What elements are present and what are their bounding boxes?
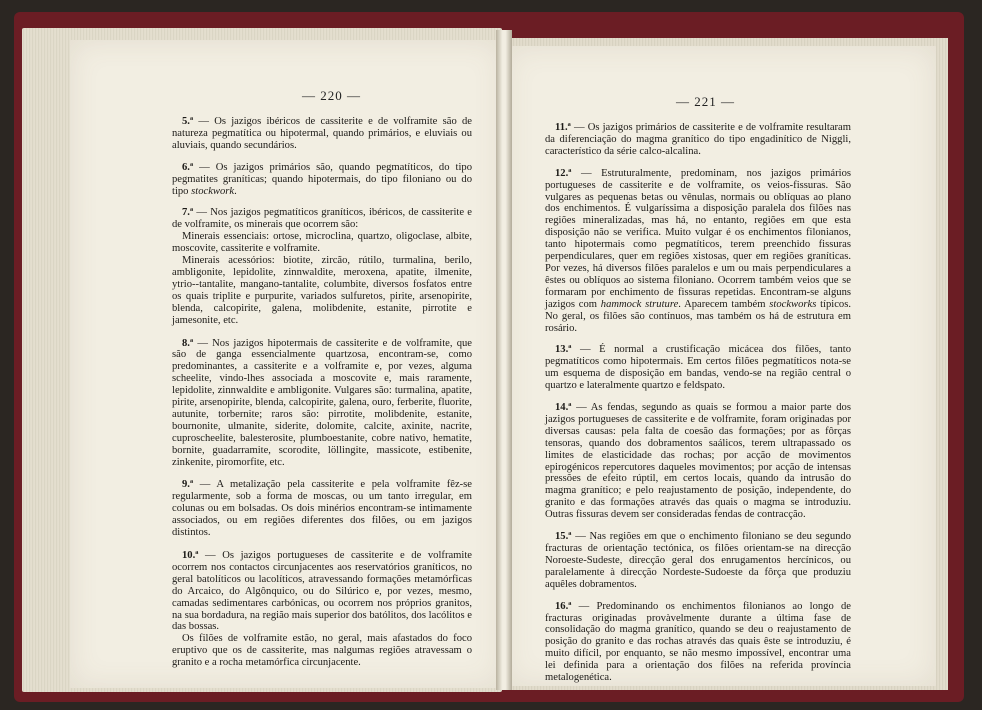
page-number: — 220 — [302, 88, 361, 103]
paragraph: 15.ª — Nas regiões em que o enchimento filoniano se deu segundo fracturas de orientação tectónica, os filões orientam-se na direcção Noroeste-Sudeste, direcção geral dos enrugamentos hercínicos, ou paralelamente à direcção Nordeste-Sudoeste da fôrça que produziu aquêles dobramentos. [545, 531, 852, 590]
paragraph: Minerais essenciais: ortose, microclina, quartzo, oligoclase, albite, moscovite, cassiterite e volframite. [172, 231, 472, 255]
right-text-block [545, 122, 851, 684]
paragraph: 7.ª — Nos jazigos pegmatíticos graníticos, ibéricos, de cassiterite e de volframite, os minerais que ocorrem são: [172, 207, 473, 231]
paragraph: 5.ª — Os jazigos ibéricos de cassiterite e de volframite são de natureza pegmatítica ou hipotermal, quando primários, e eluviais ou aluviais, quando secundários. [172, 116, 472, 151]
left-text-block [172, 116, 472, 669]
paragraph: 14.ª — As fendas, segundo as quais se formou a maior parte dos jazigos portugueses de cassiterite e de volframite, foram originadas por diversas causas: pela falta de coesão das formações; por as fôrças tensoras, quando dos dobramentos saálicos, terem ultrapassado os limites de elasticidade das rochas; por acção de movimentos epirogénicos repercutores daqueles movimentos; por acção de intensas pressões de efeito rúptil, em certos locais, quando da intrusão do magma granítico; e pelo reajustamento de posição, independente, do granito e das formações através das quais o magma se introduziu. Outras fissuras devem ser consideradas fendas de contracção. [545, 402, 851, 521]
paragraph: 13.ª — É normal a crustificação micácea dos filões, tanto pegmatíticos como hipotermais. Em certos filões pegmatíticos nota-se um esquema de disposição em bandas, vendo-se na região central o quartzo e lateralmente quartzo e feldspato. [545, 344, 851, 392]
paragraph: 10.ª — Os jazigos portugueses de cassiterite e de volframite ocorrem nos contactos circunjacentes aos reservatórios graníticos, no geral batolíticos ou lacolíticos, atravessando formações metamórficas do Arcaico, do Algônquico, ou do Silúrico e, por vezes, mesmo, camadas sedimentares carbónicas, ou ocorrem nos próprios granitos, na sua bordadura, na região mais superior dos batólitos, dos lacólitos e das bossas. [172, 550, 472, 633]
paragraph: 8.ª — Nos jazigos hipotermais de cassiterite e de volframite, que são de ganga essencialmente quartzosa, encontram-se, como predominantes, a cassiterite e a volframite e, por vezes, alguma scheelite, vindo-lhes associada a moscovite e, mais raramente, lepidolite, zinnwaldite e ambligonite. Vulgares são: turmalina, apatite, pirite, arsenopirite, blenda, calcopirite, galena, ouro, ferberite, fluorite, autunite, torbernite; raros são: pirrotite, molibdenite, estanite, bournonite, ulmanite, siderite, dolomite, calcite, axinite, nacrite, cuproscheelite, balesterosite, plumboestanite, cobre nativo, hematite, bornite, guadarramite, scorodite, löllingite, massicote, estibenite, zinkenite, piromorfite, etc. [172, 337, 472, 468]
page-number: — 221 — [676, 94, 735, 109]
paragraph: 6.ª — Os jazigos primários são, quando pegmatíticos, do tipo pegmatites graníticas; quando hipotermais, do tipo filoniano ou do tipo stockwork. [172, 161, 472, 197]
paragraph: 16.ª — Predominando os enchimentos filonianos ao longo de fracturas originadas provàvelmente durante a última fase de consolidação do magma granítico, quando se deu o reajustamento de posição do granito e das rochas através das quais êste se introduziu, é muito difícil, por enquanto, se não mesmo impossível, encontrar uma lei definida para a orientação dos filões na referida província metalogenética. [545, 600, 851, 684]
book-gutter [496, 30, 512, 690]
paragraph: 11.ª — Os jazigos primários de cassiterite e de volframite resultaram da diferenciação do magma granítico do tipo engadinítico de Niggli, característico da série calco-alcalina. [545, 122, 851, 157]
paragraph: Minerais acessórios: biotite, zircão, rútilo, turmalina, berilo, ambligonite, lepidolite, zinnwaldite, meroxena, apatite, ilmenite, ytrio--tantalite, mangano-tantalite, columbite, diversos fosfatos entre os quais triplite e purpurite, variados sulfuretos, pirite, arsenopirite, blenda, calcopirite, galena, molibdenite, estanite, pirrotite e jamesonite, etc. [172, 255, 472, 326]
paragraph: 9.ª — A metalização pela cassiterite e pela volframite fêz-se regularmente, sob a forma de moscas, ou um tanto irregular, em colunas ou em bolsadas. Os dois minérios encontram-se intimamente associados, ou em regiões diferentes dos filões, ou em jazigos distintos. [172, 479, 472, 539]
paragraph: Os filões de volframite estão, no geral, mais afastados do foco eruptivo que os de cassiterite, mas nalgumas regiões atravessam o granito e a rocha metamórfica circunjacente. [172, 633, 472, 669]
paragraph: 12.ª — Estruturalmente, predominam, nos jazigos primários portugueses de cassiterite e de volframite, os veios-fissuras. São vulgares as pequenas betas ou vênulas, normais ou oblíquas ao plano dos enchimentos. É vulgaríssima a disposição paralela dos filões nas regiões mineralizadas, mas há, no entanto, regiões em que esta disposição não se verifica. Muito vulgar é os enchimentos filonianos, tanto hipotermais como pegmatíticos, terem preenchido fissuras perpendiculares, quer em regiões xistosas, quer em regiões graníticas. Por vezes, há diversos filões paralelos e um ou mais perpendiculares a êstes ou oblíquos ao sistema filoniano. Ocorrem também veios que se formaram por enchimento de fissuras repetidas. Encontram-se alguns jazigos com hammock struture. Aparecem também stockworks típicos. No geral, os filões são contínuos, mas também os há de estrutura em rosário. [545, 167, 851, 334]
